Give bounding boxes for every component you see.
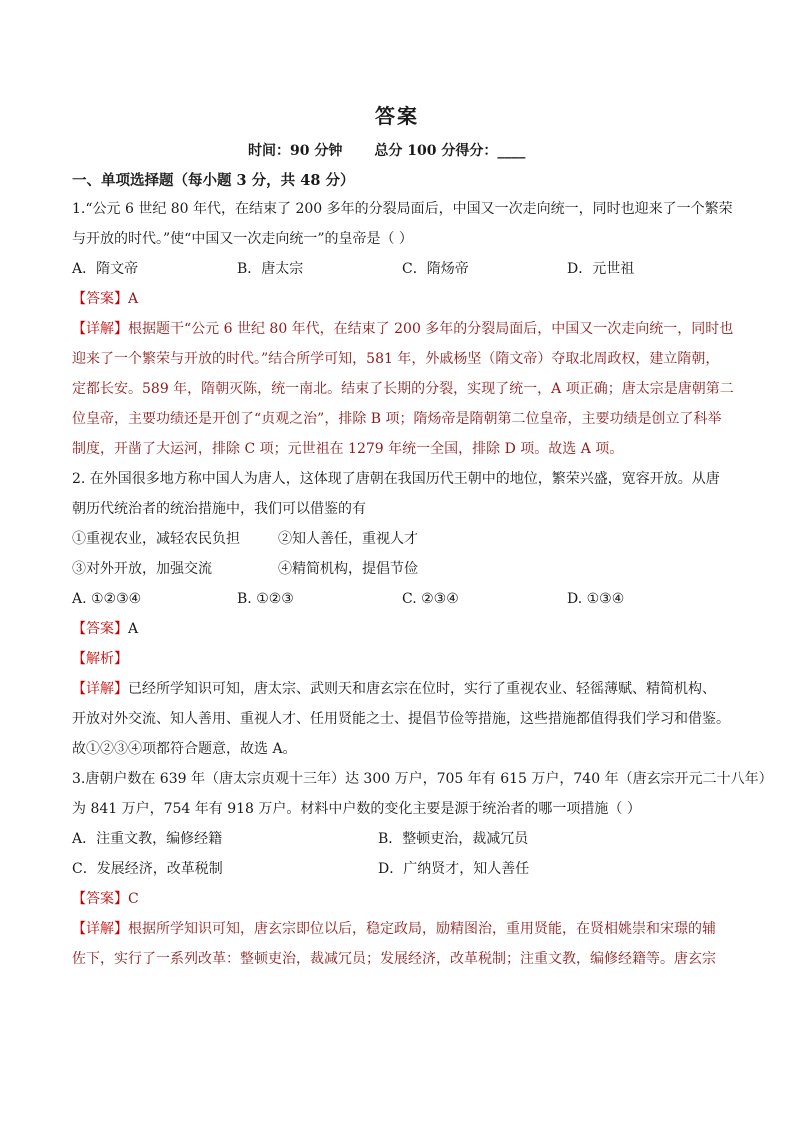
exam-time: 时间：90 分钟	[248, 143, 343, 159]
page-title: 答案	[375, 104, 419, 128]
question-2-stem-line-1: 2. 在外国很多地方称中国人为唐人，这体现了唐朝在我国历代王朝中的地位，繁荣兴盛，宽容开放。从唐	[72, 471, 720, 487]
question-3-options-row-2	[72, 854, 732, 884]
option-c: C．隋炀帝	[402, 261, 469, 277]
question-2-detail-line-2: 开放对外交流、知人善用、重视人才、任用贤能之士、提倡节俭等措施，这些措施都值得我们学习和借鉴。	[72, 711, 730, 727]
question-2-stem-line-2: 朝历代统治者的统治措施中，我们可以借鉴的有	[72, 501, 366, 517]
item-3: ③对外开放，加强交流	[72, 561, 212, 577]
question-2-items-row-1	[72, 524, 732, 554]
question-3-answer	[72, 884, 732, 914]
question-2-options	[72, 584, 732, 614]
question-1-detail-line-1	[72, 314, 732, 344]
detail-text: 根据所学知识可知，唐玄宗即位以后，稳定政局，励精图治，重用贤能，在贤相姚崇和宋璟的辅	[128, 921, 716, 937]
exam-meta	[248, 140, 525, 160]
question-3-stem-line-1: 3.唐朝户数在 639 年（唐太宗贞观十三年）达 300 万户，705 年有 615 万户，740 年（唐玄宗开元二十八年）	[72, 771, 773, 787]
detail-text: 已经所学知识可知，唐太宗、武则天和唐玄宗在位时，实行了重视农业、轻徭薄赋、精简机构、	[128, 681, 716, 697]
question-3-detail-line-2: 佐下，实行了一系列改革：整顿吏治，裁减冗员；发展经济，改革税制；注重文教，编修经籍等。唐玄宗	[72, 951, 716, 967]
option-a: A．隋文帝	[72, 261, 139, 277]
answer-tag: 【答案】	[72, 291, 128, 307]
item-2: ②知人善任，重视人才	[278, 531, 418, 547]
answer-value: A	[128, 291, 139, 307]
question-2-analysis	[72, 644, 732, 674]
option-b: B．整顿吏治，裁减冗员	[378, 831, 529, 847]
option-d: D．广纳贤才，知人善任	[378, 861, 530, 877]
option-b: B．唐太宗	[237, 261, 304, 277]
answer-value: C	[128, 891, 139, 907]
question-2-items-row-2	[72, 554, 732, 584]
question-3-options-row-1	[72, 824, 732, 854]
detail-text: 根据题干“公元 6 世纪 80 年代，在结束了 200 多年的分裂局面后，中国又一次走向统一，同时也	[128, 321, 734, 337]
item-4: ④精简机构，提倡节俭	[278, 561, 418, 577]
question-1-detail-line-5: 制度，开凿了大运河，排除 C 项；元世祖在 1279 年统一全国，排除 D 项。故选 A 项。	[72, 441, 624, 457]
question-2-answer	[72, 614, 732, 644]
detail-tag: 【详解】	[72, 321, 128, 337]
answer-value: A	[128, 621, 139, 637]
exam-score: 总分 100 分得分：____	[374, 143, 526, 159]
answer-tag: 【答案】	[72, 891, 128, 907]
question-1-stem-line-1: 1.“公元 6 世纪 80 年代，在结束了 200 多年的分裂局面后，中国又一次走向统一，同时也迎来了一个繁荣	[72, 201, 733, 217]
option-a: A．注重文教，编修经籍	[72, 831, 223, 847]
question-1-answer	[72, 284, 732, 314]
option-d: D．元世祖	[567, 261, 635, 277]
question-1-detail-line-3: 定都长安。589 年，隋朝灭陈，统一南北。结束了长期的分裂，实现了统一，A 项正确；唐太宗是唐朝第二	[72, 381, 734, 397]
question-2-detail-line-1	[72, 674, 732, 704]
question-3-detail-line-1	[72, 914, 732, 944]
option-a: A. ①②③④	[72, 591, 142, 607]
option-b: B. ①②③	[237, 591, 294, 607]
answer-tag: 【答案】	[72, 621, 128, 637]
analysis-tag: 【解析】	[72, 651, 128, 667]
question-2-detail-line-3: 故①②③④项都符合题意，故选 A。	[72, 741, 297, 757]
question-1-detail-line-4: 位皇帝，主要功绩还是开创了“贞观之治”，排除 B 项；隋炀帝是隋朝第二位皇帝，主要功绩是创立了科举	[72, 411, 722, 427]
option-d: D. ①③④	[567, 591, 625, 607]
option-c: C. ②③④	[402, 591, 459, 607]
item-1: ①重视农业，减轻农民负担	[72, 531, 240, 547]
question-1-detail-line-2: 迎来了一个繁荣与开放的时代。”结合所学可知，581 年，外戚杨坚（隋文帝）夺取北周政权，建立隋朝，	[72, 351, 720, 367]
question-1-stem-line-2: 与开放的时代。”使“中国又一次走向统一”的皇帝是（ ）	[72, 231, 413, 247]
detail-tag: 【详解】	[72, 921, 128, 937]
option-c: C．发展经济，改革税制	[72, 861, 223, 877]
detail-tag: 【详解】	[72, 681, 128, 697]
question-1-options	[72, 254, 732, 284]
section-heading: 一、单项选择题（每小题 3 分，共 48 分）	[72, 172, 355, 189]
answer-content	[72, 168, 773, 974]
question-3-stem-line-2: 为 841 万户，754 年有 918 万户。材料中户数的变化主要是源于统治者的哪一项措施（ ）	[72, 801, 641, 817]
